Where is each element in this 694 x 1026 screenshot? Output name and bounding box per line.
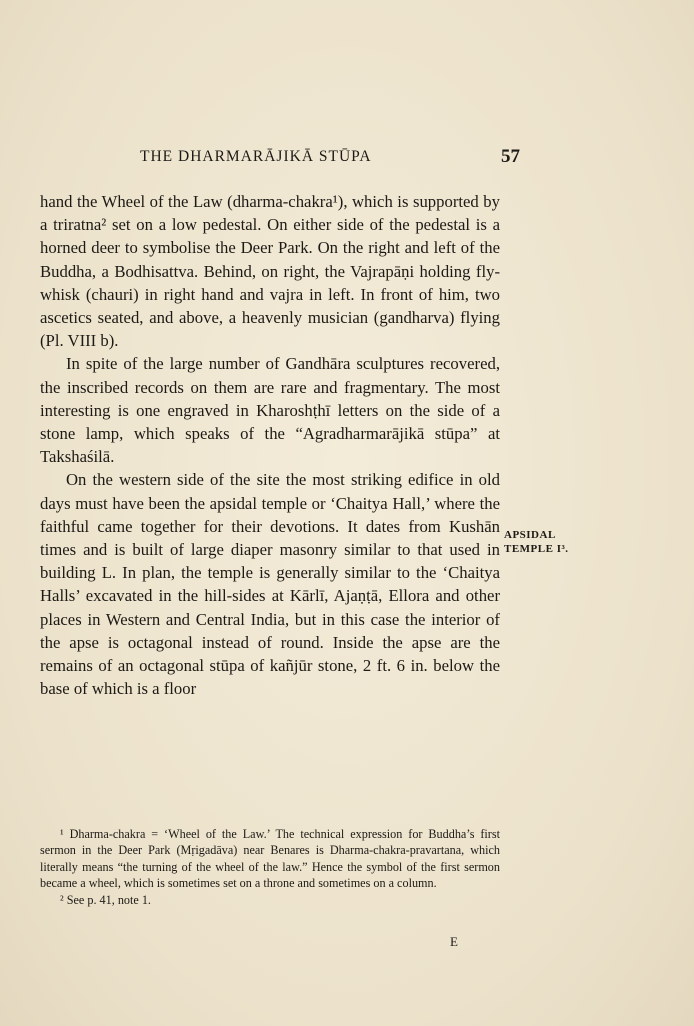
margin-note-line-1: APSIDAL (504, 529, 556, 541)
footnote-1: ¹ Dharma-chakra = ‘Wheel of the Law.’ The technical expression for Buddha’s first sermon in the Deer Park (Mṛigadāva) near Benares is Dharma-chakra-pravartana, which literally means “the turning of the wheel of the law.” Hence the symbol of the first sermon became a wheel, which is sometimes set on a throne and sometimes on a column. (40, 827, 500, 891)
paragraph-2: In spite of the large number of Gandhāra sculptures recovered, the inscribed records on them are rare and fragmentary. The most interesting is one engraved in Kharoshṭhī letters on the side of a stone lamp, which speaks of the “Agradharmarājikā stūpa” at Takshaśilā. (40, 354, 500, 467)
footnote-2: ² See p. 41, note 1. (60, 892, 151, 907)
page-number: 57 (501, 146, 520, 167)
margin-note-line-2: TEMPLE I³. (504, 543, 569, 555)
footnotes (40, 826, 500, 908)
margin-note (504, 528, 569, 556)
paragraph-3: On the western side of the site the most striking edifice in old days must have been the apsidal temple or ‘Chaitya Hall,’ where the faithful came together for their devotions. It dates from Kushān times and is built of large diaper masonry similar to that used in building L. In plan, the temple is generally similar to the ‘Chaitya Halls’ excavated in the hill-sides at Kārlī, Ajaṇṭā, Ellora and other places in Western and Central India, but in this case the interior of the apse is octagonal instead of round. Inside the apse are the remains of an octagonal stūpa of kañjūr stone, 2 ft. 6 in. below the base of which is a floor (40, 470, 500, 699)
body-text (40, 190, 500, 700)
paragraph-1: hand the Wheel of the Law (dharma-chakra¹), which is supported by a triratna² set on a low pedestal. On either side of the pedestal is a horned deer to symbolise the Deer Park. On the right and left of the Buddha, a Bodhisattva. Behind, on right, the Vajrapāṇi holding fly-whisk (chauri) in right hand and vajra in left. In front of him, two ascetics seated, and above, a heavenly musician (gandharva) flying (Pl. VIII b). (40, 192, 500, 351)
running-head (40, 148, 520, 170)
running-head-title: THE DHARMARĀJIKĀ STŪPA (140, 148, 372, 165)
signature-mark: E (450, 934, 458, 949)
